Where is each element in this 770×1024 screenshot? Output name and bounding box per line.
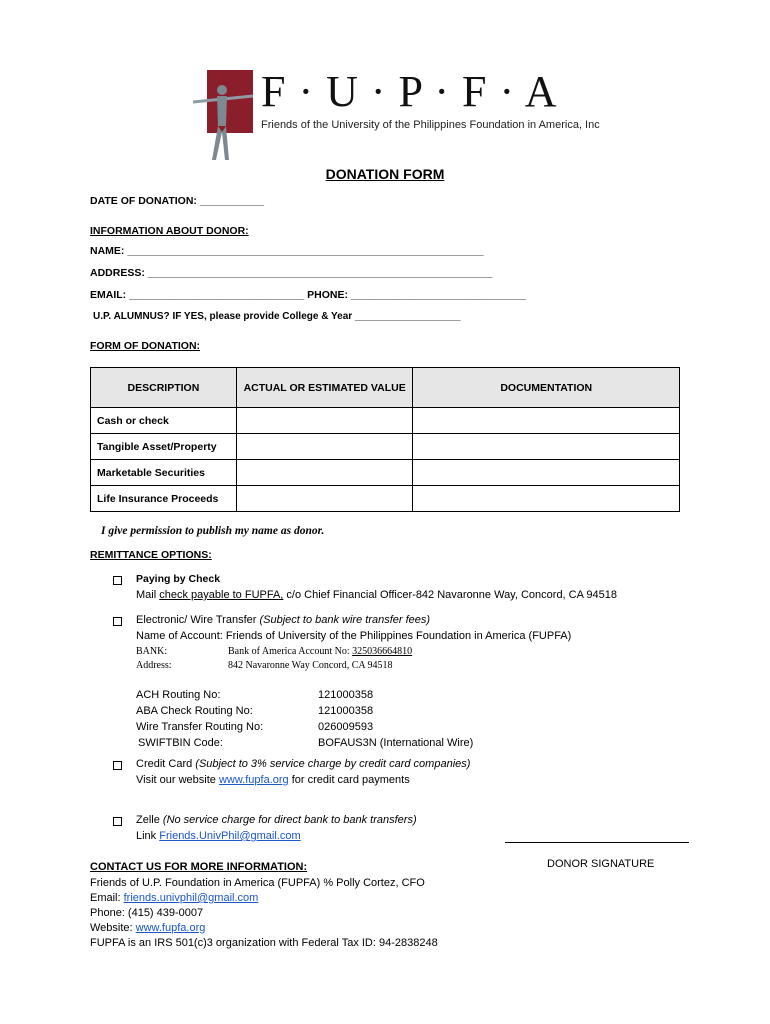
bank-address-value: 842 Navaronne Way Concord, CA 94518 [228, 660, 393, 671]
header-value: ACTUAL OR ESTIMATED VALUE [236, 368, 413, 408]
routing-value: 026009593 [318, 721, 374, 733]
form-of-donation-heading: FORM OF DONATION: [90, 340, 201, 352]
routing-label: ACH Routing No: [136, 689, 221, 701]
signature-line[interactable] [505, 842, 689, 843]
checkbox-icon[interactable] [113, 576, 122, 585]
alumnus-field[interactable]: U.P. ALUMNUS? IF YES, please provide College & Year ___________________ [93, 311, 461, 322]
contact-email-prefix: Email: [90, 892, 124, 904]
page-title: DONATION FORM [325, 166, 445, 182]
contact-line1: Friends of U.P. Foundation in America (FUPFA) % Polly Cortez, CFO [90, 877, 425, 889]
row-label: Tangible Asset/Property [91, 434, 237, 460]
routing-value: 121000358 [318, 705, 374, 717]
zelle-email-link[interactable]: Friends.UnivPhil@gmail.com [159, 830, 301, 842]
contact-website-link[interactable]: www.fupfa.org [135, 922, 206, 934]
contact-website-prefix: Website: [90, 922, 136, 934]
checkbox-icon[interactable] [113, 817, 122, 826]
value-cell[interactable] [236, 434, 413, 460]
contact-phone: Phone: (415) 439-0007 [90, 907, 204, 919]
row-label: Marketable Securities [91, 460, 237, 486]
bank-label: BANK: [136, 646, 168, 657]
checkbox-icon[interactable] [113, 761, 122, 770]
value-cell[interactable] [236, 486, 413, 512]
logo [193, 67, 600, 163]
documentation-cell[interactable] [413, 460, 680, 486]
routing-value: 121000358 [318, 689, 374, 701]
zelle-option-title [136, 814, 417, 826]
credit-line-suffix: for credit card payments [288, 774, 410, 786]
remittance-heading: REMITTANCE OPTIONS: [90, 549, 212, 561]
table-row [91, 486, 680, 512]
name-field[interactable]: NAME: _____________________________________________________________ [90, 245, 484, 257]
routing-label: ABA Check Routing No: [136, 705, 253, 717]
check-line-suffix: c/o Chief Financial Officer-842 Navaronne Way, Concord, CA 94518 [283, 589, 617, 601]
check-option-title: Paying by Check [136, 573, 221, 585]
checkbox-icon[interactable] [113, 617, 122, 626]
header-description: DESCRIPTION [91, 368, 237, 408]
contact-email-link[interactable]: friends.univphil@gmail.com [123, 892, 259, 904]
bank-account-number: 325036664810 [352, 646, 413, 657]
documentation-cell[interactable] [413, 434, 680, 460]
table-row [91, 408, 680, 434]
permission-statement: I give permission to publish my name as donor. [101, 525, 325, 537]
check-option-line [136, 589, 617, 601]
credit-title-note: (Subject to 3% service charge by credit card companies) [195, 758, 471, 770]
table-row [91, 434, 680, 460]
zelle-title-note: (No service charge for direct bank to bank transfers) [162, 814, 417, 826]
credit-option-line [136, 774, 410, 786]
wire-title-note: (Subject to bank wire transfer fees) [259, 614, 431, 626]
check-line-payable: check payable to FUPFA, [159, 589, 284, 601]
table-row [91, 460, 680, 486]
bank-value [228, 646, 412, 657]
wire-title: Electronic/ Wire Transfer [136, 614, 260, 626]
value-cell[interactable] [236, 460, 413, 486]
check-line-prefix: Mail [136, 589, 160, 601]
documentation-cell[interactable] [413, 486, 680, 512]
zelle-option-line [136, 830, 301, 842]
routing-label: SWIFTBIN Code: [138, 737, 223, 749]
header-documentation: DOCUMENTATION [413, 368, 680, 408]
row-label: Life Insurance Proceeds [91, 486, 237, 512]
donation-table [90, 367, 680, 512]
zelle-title: Zelle [136, 814, 163, 826]
donor-signature-label: DONOR SIGNATURE [547, 858, 655, 870]
credit-line-prefix: Visit our website [136, 774, 219, 786]
routing-label: Wire Transfer Routing No: [136, 721, 264, 733]
credit-title: Credit Card [136, 758, 196, 770]
credit-option-title [136, 758, 470, 770]
wire-option-title [136, 614, 430, 626]
donor-info-heading: INFORMATION ABOUT DONOR: [90, 225, 249, 237]
wire-account-name: Name of Account: Friends of University of the Philippines Foundation in America (FUPFA) [136, 630, 572, 642]
routing-value: BOFAUS3N (International Wire) [318, 737, 474, 749]
email-phone-field[interactable]: EMAIL: ______________________________ PHONE: ______________________________ [90, 289, 527, 301]
address-field[interactable]: ADDRESS: ___________________________________________________________ [90, 267, 493, 279]
contact-heading: CONTACT US FOR MORE INFORMATION: [90, 861, 308, 873]
documentation-cell[interactable] [413, 408, 680, 434]
tax-id-statement: FUPFA is an IRS 501(c)3 organization with Federal Tax ID: 94-2838248 [90, 937, 438, 949]
row-label: Cash or check [91, 408, 237, 434]
contact-website-line [90, 922, 205, 934]
logo-figure-icon [193, 68, 263, 163]
table-header-row [91, 368, 680, 408]
bank-address-label: Address: [136, 660, 172, 671]
logo-tagline: Friends of the University of the Philippines Foundation in America, Inc [261, 119, 600, 131]
zelle-line-prefix: Link [136, 830, 160, 842]
contact-email-line [90, 892, 258, 904]
logo-letters: F · U · P · F · A [261, 67, 558, 116]
bank-value-prefix: Bank of America Account No: [228, 646, 353, 657]
date-of-donation-field[interactable]: DATE OF DONATION: ___________ [90, 195, 265, 207]
fupfa-website-link[interactable]: www.fupfa.org [218, 774, 289, 786]
value-cell[interactable] [236, 408, 413, 434]
